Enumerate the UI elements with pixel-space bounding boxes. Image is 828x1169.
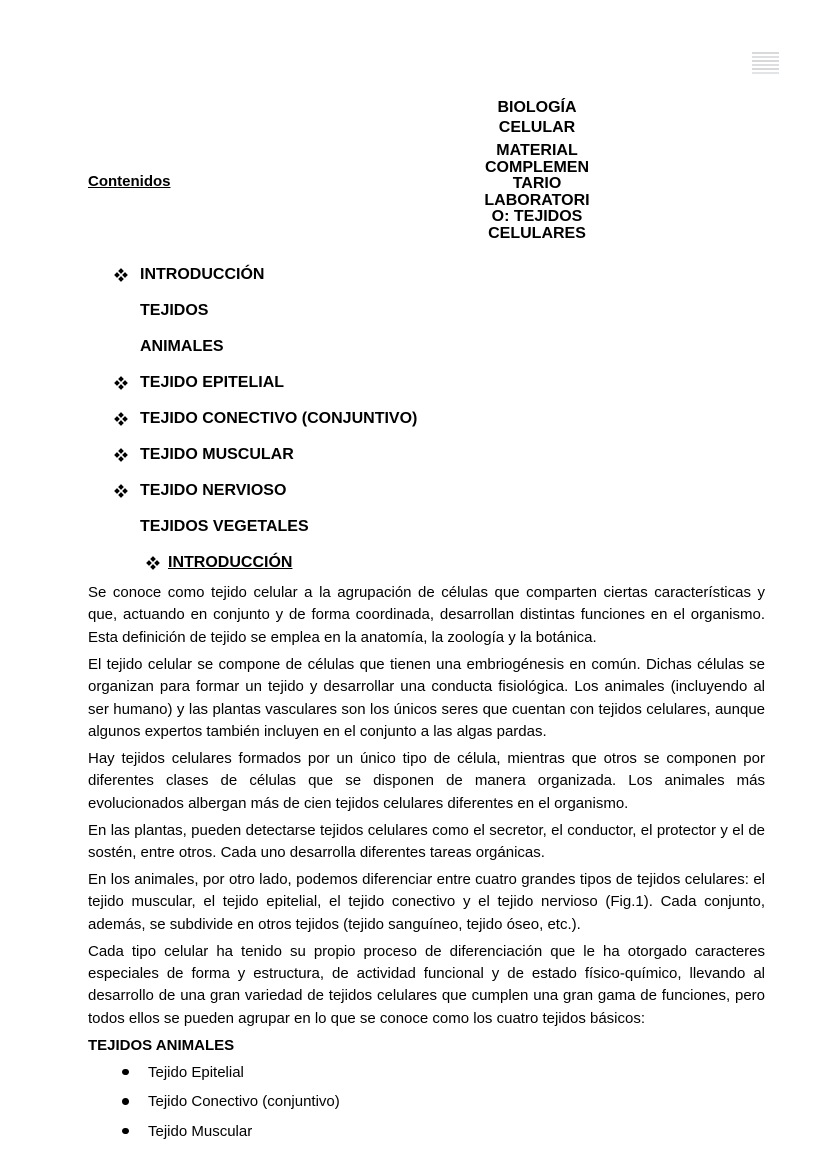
section-heading-introduccion: INTRODUCCIÓN bbox=[88, 554, 588, 586]
doc-subtitle-line: CELULARES bbox=[488, 224, 586, 242]
toc-item-tejidos: TEJIDOS bbox=[140, 302, 209, 319]
table-of-contents bbox=[88, 266, 588, 586]
paragraph: En las plantas, pueden detectarse tejidos celulares como el secretor, el conductor, el protector y el de sostén, entre otros. Cada uno desarrolla diferentes tareas orgánicas. bbox=[88, 821, 765, 861]
doc-subtitle-line: LABORATORI bbox=[484, 191, 590, 209]
toc-item-tejido-muscular: TEJIDO MUSCULAR bbox=[88, 446, 588, 482]
animal-tissues-heading: TEJIDOS ANIMALES bbox=[88, 1036, 235, 1054]
paragraph: Hay tejidos celulares formados por un único tipo de célula, mientras que otros se componen por diferentes clases de células que se disponen de manera organizada. Los animales más evolucionados albergan más de cien tejidos celulares diferentes en el organismo. bbox=[88, 749, 765, 812]
doc-subtitle-line: MATERIAL bbox=[496, 142, 578, 159]
circle-bullet-icon bbox=[122, 1098, 129, 1105]
list-item-tejido-muscular: Tejido Muscular bbox=[88, 1123, 765, 1153]
toc-item-tejido-nervioso: TEJIDO NERVIOSO bbox=[88, 482, 588, 518]
toc-item-tejidos-vegetales: TEJIDOS VEGETALES bbox=[140, 518, 309, 535]
list-item-tejido-conectivo: Tejido Conectivo (conjuntivo) bbox=[88, 1093, 765, 1123]
doc-subtitle-line: COMPLEMEN bbox=[485, 158, 589, 176]
paragraph: Cada tipo celular ha tenido su propio proceso de diferenciación que le ha otorgado caracteres especiales de forma y estructura, de actividad funcional y de estado físico-químico, llevando al desarrollo de una gran variedad de tejidos celulares que cumplen una gran gama de funciones, pero todos ellos se pueden agrupar en lo que se conoce como los cuatro tejidos básicos: bbox=[88, 942, 765, 1027]
diamond-bullet-icon bbox=[115, 269, 127, 281]
paragraph: Se conoce como tejido celular a la agrupación de células que comparten ciertas características y que, actuando en conjunto y de forma coordinada, desarrollan distintas funciones en el organismo. Esta definición de tejido se emplea en la anatomía, la zoología y la botánica. bbox=[88, 584, 765, 646]
doc-subtitle-line: O: TEJIDOS bbox=[491, 208, 583, 226]
list-item-tejido-epitelial: Tejido Epitelial bbox=[88, 1064, 765, 1094]
toc-item-tejido-epitelial: TEJIDO EPITELIAL bbox=[88, 374, 588, 410]
diamond-bullet-icon bbox=[147, 557, 159, 569]
circle-bullet-icon bbox=[122, 1069, 129, 1076]
diamond-bullet-icon bbox=[115, 449, 127, 461]
animal-tissues-list bbox=[88, 1064, 765, 1153]
circle-bullet-icon bbox=[122, 1128, 129, 1135]
paragraph: En los animales, por otro lado, podemos diferenciar entre cuatro grandes tipos de tejidos celulares: el tejido muscular, el tejido epitelial, el tejido conectivo y el tejido nervioso (Fig.1). Cada conjunto, además, se subdivide en otros tejidos (tejido sanguíneo, tejido óseo, etc.). bbox=[88, 870, 765, 933]
contents-heading: Contenidos bbox=[88, 173, 171, 190]
toc-item-animales: ANIMALES bbox=[140, 338, 224, 355]
document-header bbox=[479, 98, 595, 243]
diamond-bullet-icon bbox=[115, 377, 127, 389]
diamond-bullet-icon bbox=[115, 485, 127, 497]
text-lines-icon bbox=[752, 52, 779, 76]
doc-subtitle-line: TARIO bbox=[512, 175, 562, 193]
toc-item-introduccion: INTRODUCCIÓN bbox=[88, 266, 588, 302]
doc-subtitle bbox=[479, 143, 595, 243]
doc-title bbox=[479, 98, 595, 138]
doc-title-line: BIOLOGÍA bbox=[497, 99, 577, 116]
body-text bbox=[88, 582, 765, 1152]
paragraph: El tejido celular se compone de células que tienen una embriogénesis en común. Dichas células se organizan para formar un tejido y desarrollar una conducta fisiológica. Los animales (incluyendo al ser humano) y las plantas vasculares son los únicos seres que cuentan con tejidos celulares, aunque algunos expertos también incluyen en el conjunto a las algas pardas. bbox=[88, 655, 765, 740]
toc-item-tejido-conectivo: TEJIDO CONECTIVO (CONJUNTIVO) bbox=[88, 410, 588, 446]
diamond-bullet-icon bbox=[115, 413, 127, 425]
doc-title-line: CELULAR bbox=[498, 119, 576, 136]
